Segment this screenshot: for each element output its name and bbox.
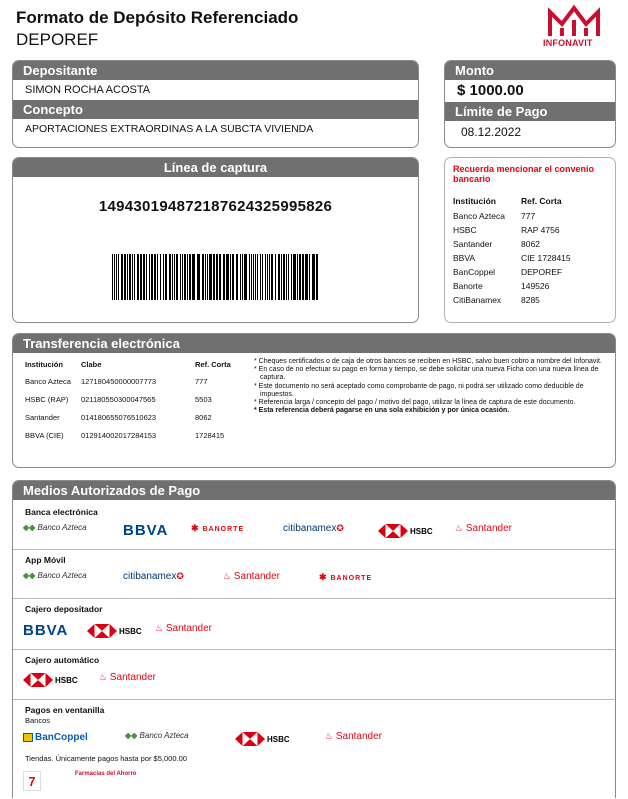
barcode-bar — [291, 254, 292, 300]
barcode-bar — [278, 254, 280, 300]
banorte-logo: ✱ BANORTE — [319, 572, 373, 582]
hsbc-logo: HSBC — [235, 732, 290, 746]
table-row: HSBC RAP 4756 — [453, 225, 560, 235]
santander-icon: ♨ — [223, 571, 232, 581]
hsbc-icon — [23, 673, 53, 687]
hsbc-logo: HSBC — [23, 673, 78, 687]
santander-icon: ♨ — [99, 672, 108, 682]
barcode-bar — [242, 254, 243, 300]
table-row: Santander 014180655076510623 8062 — [25, 413, 212, 422]
barcode-bar — [140, 254, 142, 300]
transferencia-col-clabe: Clabe — [81, 360, 102, 369]
barcode-bar — [249, 254, 250, 300]
convenio-box — [444, 157, 616, 323]
limite-label: Límite de Pago — [445, 102, 615, 121]
convenio-col-ref: Ref. Corta — [521, 196, 562, 206]
note-item: * Referencia larga / concepto del pago / motivo del pago, utilizar la línea de captura de este documento. — [254, 399, 576, 407]
monto-value: $ 1000.00 — [457, 82, 524, 99]
table-row: Santander 8062 — [453, 239, 540, 249]
barcode-bar — [269, 254, 270, 300]
barcode-bar — [316, 254, 318, 300]
barcode-bar — [129, 254, 131, 300]
logo-text: INFONAVIT — [543, 38, 593, 48]
convenio-table — [453, 196, 571, 309]
banorte-icon: ✱ — [319, 572, 328, 582]
page-subtitle: DEPOREF — [16, 30, 99, 49]
note-item: * En caso de no efectuar su pago en forma y tiempo, se debe solicitar una nueva Ficha con una nueva línea de captura. — [254, 366, 599, 382]
bancoppel-logo: BanCoppel — [23, 732, 88, 743]
barcode-bar — [149, 254, 150, 300]
barcode-bar — [240, 254, 241, 300]
concepto-label: Concepto — [13, 100, 418, 119]
citibanamex-logo: citibanamex✪ — [283, 523, 344, 534]
barcode-bar — [205, 254, 206, 300]
banorte-logo: ✱ BANORTE — [191, 523, 245, 533]
barcode-bar — [226, 254, 229, 300]
barcode-bar — [132, 254, 133, 300]
tiendas-label: Tiendas. Únicamente pagos hasta por $5,000.00 — [25, 754, 187, 763]
bbva-logo: BBVA — [123, 522, 169, 539]
barcode-bar — [169, 254, 171, 300]
barcode-bar — [257, 254, 258, 300]
barcode-bar — [127, 254, 128, 300]
barcode-bar — [255, 254, 256, 300]
azteca-icon: ◆◆ — [125, 731, 138, 740]
citibanamex-icon: ✪ — [336, 523, 344, 533]
barcode-bar — [154, 254, 156, 300]
barcode-bar — [288, 254, 289, 300]
barcode-bar — [184, 254, 186, 300]
table-row: HSBC (RAP) 021180550300047565 5503 — [25, 395, 212, 404]
linea-captura-label: Línea de captura — [13, 158, 418, 177]
table-row: BBVA CIE 1728415 — [453, 253, 571, 263]
table-row: CitiBanamex 8285 — [453, 295, 540, 305]
santander-logo: ♨ Santander — [325, 731, 383, 742]
linea-captura-box — [12, 157, 419, 323]
barcode-bar — [260, 254, 261, 300]
santander-logo: ♨ Santander — [455, 523, 513, 534]
seven-eleven-icon: 7 — [23, 771, 41, 791]
barcode-bar — [299, 254, 301, 300]
depositante-label: Depositante — [13, 61, 418, 80]
barcode-bar — [283, 254, 285, 300]
barcode-bar — [176, 254, 178, 300]
medios-label: Medios Autorizados de Pago — [13, 481, 615, 500]
table-row: Banco Azteca 777 — [453, 211, 536, 221]
barcode-bar — [293, 254, 296, 300]
barcode-bar — [121, 254, 123, 300]
note-item: * Esta referencia deberá pagarse en una sola exhibición y por única ocasión. — [254, 407, 510, 415]
barcode-bar — [312, 254, 315, 300]
medios-box — [12, 480, 616, 798]
barcode-bar — [157, 254, 158, 300]
santander-logo: ♨ Santander — [223, 571, 281, 582]
transferencia-box — [12, 333, 616, 468]
barcode-bar — [213, 254, 215, 300]
barcode-bar — [309, 254, 310, 300]
barcode-bar — [236, 254, 238, 300]
transferencia-table — [25, 360, 231, 449]
transferencia-col-inst: Institución — [25, 360, 63, 369]
seven-eleven-logo — [23, 771, 41, 791]
barcode-bar — [305, 254, 308, 300]
barcode-bar — [202, 254, 204, 300]
hsbc-icon — [87, 624, 117, 638]
bancos-label: Bancos — [25, 716, 51, 725]
transferencia-col-ref: Ref. Corta — [195, 360, 231, 369]
hsbc-logo: HSBC — [87, 624, 142, 638]
divider — [13, 549, 615, 550]
santander-logo: ♨ Santander — [155, 623, 213, 634]
barcode-bar — [182, 254, 183, 300]
barcode-bar — [165, 254, 167, 300]
page-title: Formato de Depósito Referenciado — [16, 8, 299, 27]
barcode-bar — [275, 254, 276, 300]
azteca-logo: ◆◆ Banco Azteca — [23, 571, 87, 580]
bbva-logo: BBVA — [23, 622, 69, 639]
convenio-col-inst: Institución — [453, 196, 496, 206]
depositante-value: SIMON ROCHA ACOSTA — [25, 84, 151, 96]
barcode-bar — [251, 254, 252, 300]
barcode-bar — [271, 254, 273, 300]
table-row: BBVA (CIE) 012914002017284153 1728415 — [25, 431, 225, 440]
limite-value: 08.12.2022 — [461, 125, 522, 139]
barcode-bar — [232, 254, 234, 300]
azteca-icon: ◆◆ — [23, 571, 36, 580]
bancoppel-icon — [23, 733, 33, 742]
concepto-value: APORTACIONES EXTRAORDINAS A LA SUBCTA VIVIENDA — [25, 123, 314, 135]
barcode-bar — [297, 254, 298, 300]
barcode-bar — [118, 254, 119, 300]
transferencia-label: Transferencia electrónica — [13, 334, 615, 353]
divider — [13, 699, 615, 700]
barcode-bar — [223, 254, 225, 300]
divider — [13, 598, 615, 599]
table-row: Banorte 149526 — [453, 281, 550, 291]
barcode-bar — [163, 254, 164, 300]
barcode-bar — [112, 254, 113, 300]
barcode-bar — [180, 254, 181, 300]
barcode-bar — [253, 254, 254, 300]
santander-icon: ♨ — [155, 623, 164, 633]
banorte-icon: ✱ — [191, 523, 200, 533]
transferencia-notes — [253, 358, 603, 415]
azteca-logo: ◆◆ Banco Azteca — [23, 523, 87, 532]
barcode-bar — [302, 254, 304, 300]
convenio-title: Recuerda mencionar el convenio bancario — [453, 164, 595, 184]
barcode-bar — [265, 254, 266, 300]
banca-electronica-label: Banca electrónica — [25, 507, 98, 517]
santander-icon: ♨ — [325, 731, 334, 741]
santander-logo: ♨ Santander — [99, 672, 157, 683]
citibanamex-icon: ✪ — [176, 571, 184, 581]
barcode-bar — [230, 254, 231, 300]
barcode-bar — [286, 254, 287, 300]
azteca-icon: ◆◆ — [23, 523, 36, 532]
barcode-bar — [114, 254, 115, 300]
barcode-bar — [207, 254, 208, 300]
hsbc-logo: HSBC — [378, 524, 433, 538]
table-row: BanCoppel DEPOREF — [453, 267, 563, 277]
cajero-depositador-label: Cajero depositador — [25, 604, 103, 614]
barcode-bar — [197, 254, 200, 300]
monto-box — [444, 60, 616, 148]
app-movil-label: App Móvil — [25, 555, 66, 565]
barcode-bar — [267, 254, 268, 300]
barcode-bar — [143, 254, 145, 300]
barcode-bar — [160, 254, 161, 300]
barcode-bar — [189, 254, 191, 300]
linea-captura-value: 149430194872187624325995826 — [98, 198, 333, 215]
hsbc-icon — [235, 732, 265, 746]
barcode-bar — [281, 254, 282, 300]
barcode-bar — [124, 254, 126, 300]
barcode-bar — [137, 254, 139, 300]
table-row: Banco Azteca 127180450000007773 777 — [25, 377, 208, 386]
barcode-bar — [151, 254, 153, 300]
barcode-bar — [219, 254, 221, 300]
barcode-bar — [134, 254, 135, 300]
hsbc-icon — [378, 524, 408, 538]
barcode-bar — [216, 254, 218, 300]
barcode-bar — [262, 254, 263, 300]
citibanamex-logo: citibanamex✪ — [123, 571, 184, 582]
note-item: * Cheques certificados o de caja de otros bancos se reciben en HSBC, salvo buen cobro a nombre del Infonavit. — [254, 358, 602, 365]
monto-label: Monto — [445, 61, 615, 80]
barcode-bar — [172, 254, 173, 300]
barcode-bar — [192, 254, 195, 300]
note-item: * Este documento no será aceptado como comprobante de pago, ni podrá ser utilizado como deducible de impuestos. — [254, 382, 584, 398]
barcode-bar — [209, 254, 212, 300]
barcode-bar — [244, 254, 247, 300]
farmacias-ahorro-logo: Farmacias del Ahorro — [75, 771, 137, 777]
ventanilla-label: Pagos en ventanilla — [25, 705, 105, 715]
barcode-bar — [116, 254, 117, 300]
barcode-icon — [112, 254, 318, 300]
cajero-automatico-label: Cajero automático — [25, 655, 100, 665]
barcode-bar — [146, 254, 147, 300]
depositante-box — [12, 60, 419, 148]
azteca-logo: ◆◆ Banco Azteca — [125, 731, 189, 740]
santander-icon: ♨ — [455, 523, 464, 533]
barcode-bar — [174, 254, 175, 300]
barcode-bar — [187, 254, 188, 300]
divider — [13, 649, 615, 650]
